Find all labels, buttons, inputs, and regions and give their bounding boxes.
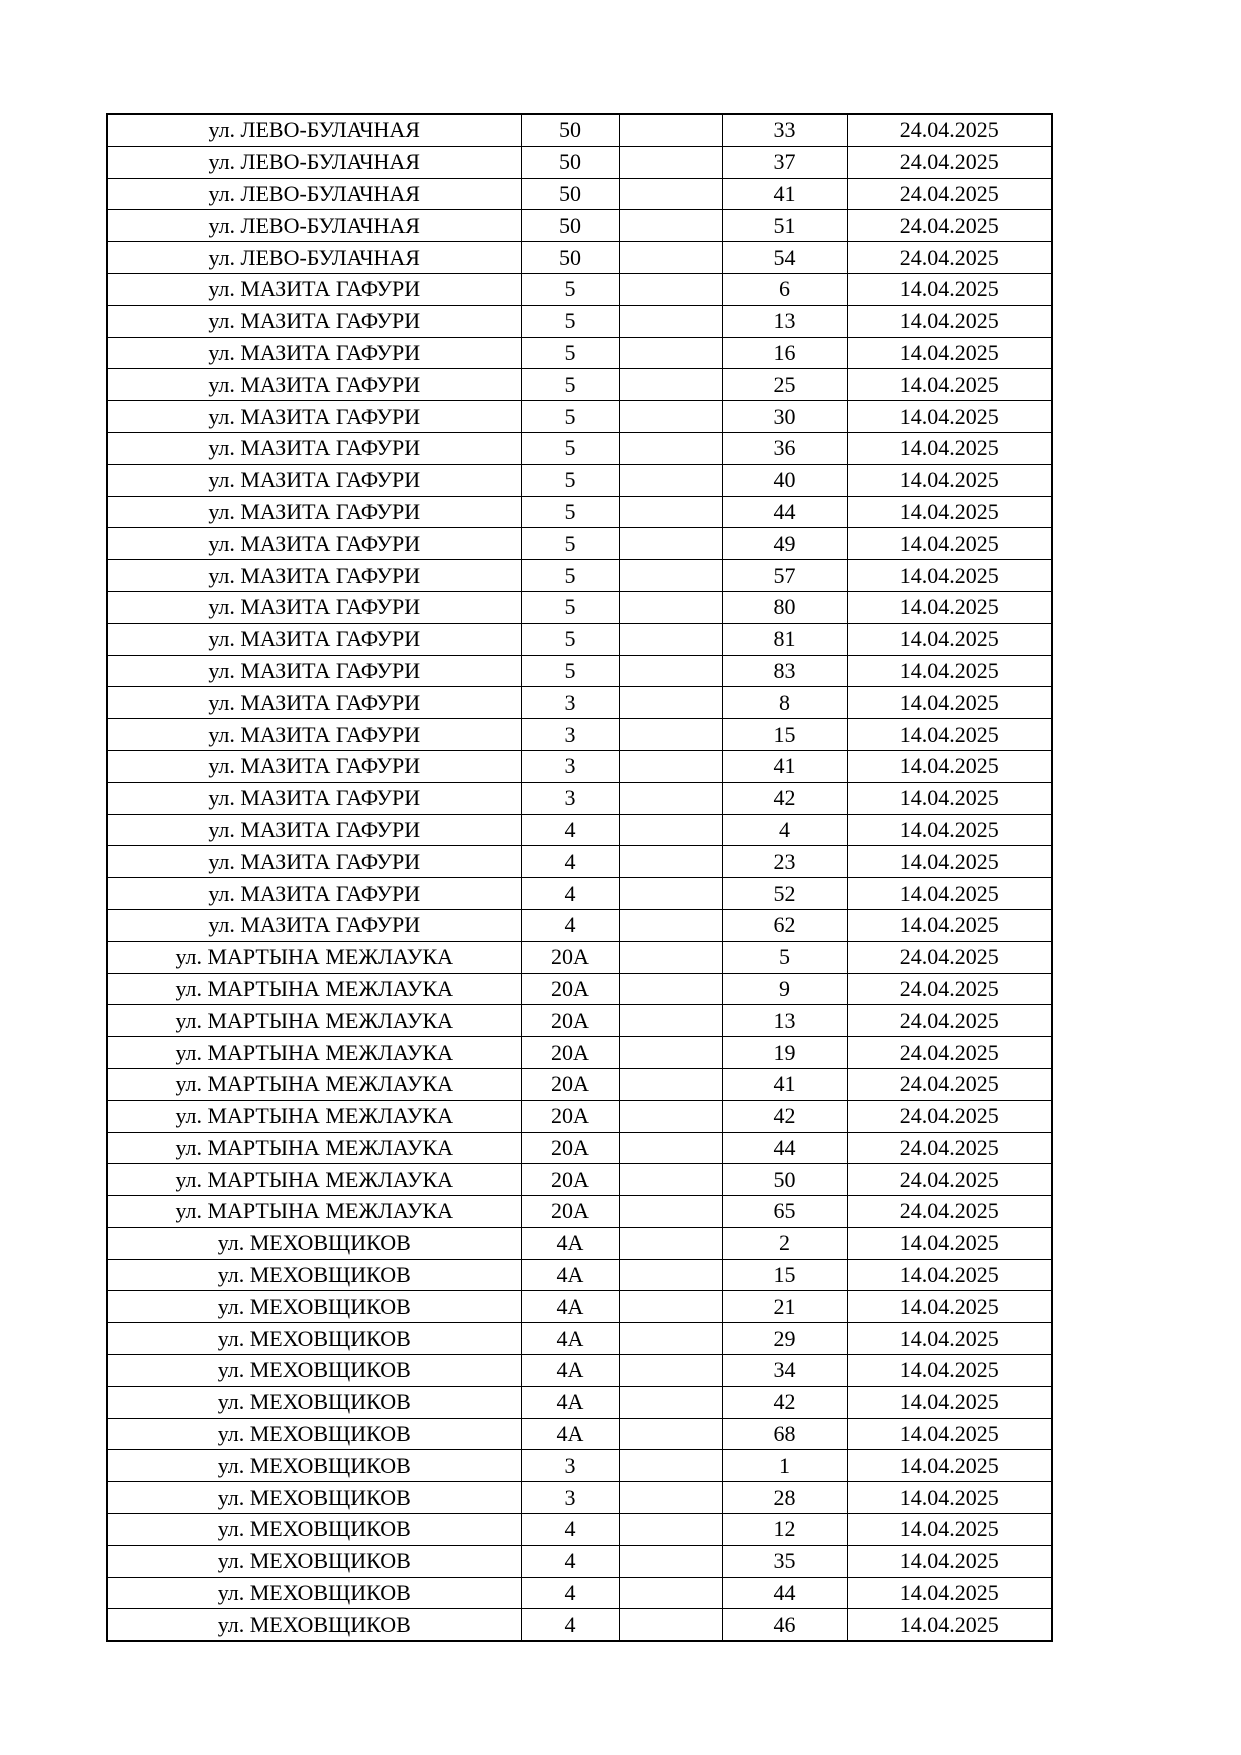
empty-cell: [619, 401, 722, 433]
apartment-number-cell: 4: [722, 814, 847, 846]
apartment-number-cell: 29: [722, 1323, 847, 1355]
house-number-cell: 20А: [521, 1196, 619, 1228]
apartment-number-cell: 41: [722, 750, 847, 782]
table-row: [107, 1514, 1052, 1546]
table-row: [107, 273, 1052, 305]
apartment-number-cell: 68: [722, 1418, 847, 1450]
empty-cell: [619, 337, 722, 369]
house-number-cell: 5: [521, 432, 619, 464]
empty-cell: [619, 496, 722, 528]
table-row: [107, 1227, 1052, 1259]
table-row: [107, 337, 1052, 369]
apartment-number-cell: 21: [722, 1291, 847, 1323]
empty-cell: [619, 1132, 722, 1164]
table-row: [107, 210, 1052, 242]
empty-cell: [619, 1482, 722, 1514]
house-number-cell: 4А: [521, 1418, 619, 1450]
table-row: [107, 146, 1052, 178]
street-cell: ул. МАЗИТА ГАФУРИ: [107, 528, 521, 560]
table-row: [107, 1450, 1052, 1482]
date-cell: 14.04.2025: [847, 305, 1052, 337]
empty-cell: [619, 178, 722, 210]
date-cell: 14.04.2025: [847, 1323, 1052, 1355]
street-cell: ул. МАРТЫНА МЕЖЛАУКА: [107, 1196, 521, 1228]
apartment-number-cell: 15: [722, 1259, 847, 1291]
empty-cell: [619, 719, 722, 751]
street-cell: ул. МАЗИТА ГАФУРИ: [107, 687, 521, 719]
table-row: [107, 719, 1052, 751]
apartment-number-cell: 52: [722, 878, 847, 910]
apartment-number-cell: 34: [722, 1355, 847, 1387]
house-number-cell: 4А: [521, 1291, 619, 1323]
date-cell: 24.04.2025: [847, 146, 1052, 178]
house-number-cell: 5: [521, 623, 619, 655]
date-cell: 14.04.2025: [847, 1482, 1052, 1514]
house-number-cell: 4: [521, 1577, 619, 1609]
street-cell: ул. МЕХОВЩИКОВ: [107, 1355, 521, 1387]
table-row: [107, 1323, 1052, 1355]
house-number-cell: 4А: [521, 1355, 619, 1387]
apartment-number-cell: 83: [722, 655, 847, 687]
empty-cell: [619, 1418, 722, 1450]
date-cell: 24.04.2025: [847, 242, 1052, 274]
empty-cell: [619, 1450, 722, 1482]
table-row: [107, 1577, 1052, 1609]
date-cell: 24.04.2025: [847, 1005, 1052, 1037]
apartment-number-cell: 41: [722, 1068, 847, 1100]
address-table-body: [107, 114, 1052, 1641]
empty-cell: [619, 1005, 722, 1037]
table-row: [107, 369, 1052, 401]
empty-cell: [619, 750, 722, 782]
street-cell: ул. МАЗИТА ГАФУРИ: [107, 432, 521, 464]
street-cell: ул. МАЗИТА ГАФУРИ: [107, 560, 521, 592]
apartment-number-cell: 40: [722, 464, 847, 496]
empty-cell: [619, 1355, 722, 1387]
apartment-number-cell: 57: [722, 560, 847, 592]
house-number-cell: 5: [521, 591, 619, 623]
table-row: [107, 401, 1052, 433]
date-cell: 14.04.2025: [847, 1355, 1052, 1387]
empty-cell: [619, 1196, 722, 1228]
street-cell: ул. МАРТЫНА МЕЖЛАУКА: [107, 1164, 521, 1196]
apartment-number-cell: 51: [722, 210, 847, 242]
date-cell: 14.04.2025: [847, 750, 1052, 782]
empty-cell: [619, 242, 722, 274]
table-row: [107, 1132, 1052, 1164]
street-cell: ул. МАЗИТА ГАФУРИ: [107, 750, 521, 782]
street-cell: ул. МАЗИТА ГАФУРИ: [107, 655, 521, 687]
street-cell: ул. МАРТЫНА МЕЖЛАУКА: [107, 1005, 521, 1037]
apartment-number-cell: 1: [722, 1450, 847, 1482]
table-row: [107, 687, 1052, 719]
street-cell: ул. МАРТЫНА МЕЖЛАУКА: [107, 973, 521, 1005]
empty-cell: [619, 1545, 722, 1577]
street-cell: ул. МЕХОВЩИКОВ: [107, 1291, 521, 1323]
street-cell: ул. МЕХОВЩИКОВ: [107, 1545, 521, 1577]
table-row: [107, 305, 1052, 337]
street-cell: ул. МАРТЫНА МЕЖЛАУКА: [107, 1037, 521, 1069]
house-number-cell: 20А: [521, 1005, 619, 1037]
table-row: [107, 1196, 1052, 1228]
apartment-number-cell: 13: [722, 305, 847, 337]
empty-cell: [619, 560, 722, 592]
date-cell: 14.04.2025: [847, 623, 1052, 655]
house-number-cell: 5: [521, 369, 619, 401]
table-row: [107, 1005, 1052, 1037]
house-number-cell: 4: [521, 846, 619, 878]
table-row: [107, 1355, 1052, 1387]
apartment-number-cell: 44: [722, 496, 847, 528]
street-cell: ул. МЕХОВЩИКОВ: [107, 1450, 521, 1482]
street-cell: ул. МЕХОВЩИКОВ: [107, 1259, 521, 1291]
house-number-cell: 20А: [521, 941, 619, 973]
house-number-cell: 4А: [521, 1259, 619, 1291]
table-row: [107, 114, 1052, 146]
apartment-number-cell: 9: [722, 973, 847, 1005]
house-number-cell: 20А: [521, 973, 619, 1005]
table-row: [107, 878, 1052, 910]
house-number-cell: 3: [521, 687, 619, 719]
table-row: [107, 464, 1052, 496]
street-cell: ул. ЛЕВО-БУЛАЧНАЯ: [107, 178, 521, 210]
street-cell: ул. МАЗИТА ГАФУРИ: [107, 401, 521, 433]
empty-cell: [619, 623, 722, 655]
house-number-cell: 4: [521, 1609, 619, 1641]
apartment-number-cell: 42: [722, 1386, 847, 1418]
date-cell: 14.04.2025: [847, 909, 1052, 941]
apartment-number-cell: 80: [722, 591, 847, 623]
street-cell: ул. МАЗИТА ГАФУРИ: [107, 846, 521, 878]
street-cell: ул. МАЗИТА ГАФУРИ: [107, 464, 521, 496]
house-number-cell: 3: [521, 750, 619, 782]
house-number-cell: 4: [521, 1545, 619, 1577]
date-cell: 14.04.2025: [847, 1450, 1052, 1482]
street-cell: ул. МАЗИТА ГАФУРИ: [107, 496, 521, 528]
house-number-cell: 5: [521, 401, 619, 433]
date-cell: 14.04.2025: [847, 401, 1052, 433]
empty-cell: [619, 210, 722, 242]
house-number-cell: 3: [521, 1482, 619, 1514]
empty-cell: [619, 909, 722, 941]
table-row: [107, 432, 1052, 464]
house-number-cell: 50: [521, 242, 619, 274]
table-row: [107, 1386, 1052, 1418]
empty-cell: [619, 1100, 722, 1132]
date-cell: 14.04.2025: [847, 464, 1052, 496]
table-row: [107, 1291, 1052, 1323]
house-number-cell: 4: [521, 878, 619, 910]
street-cell: ул. МЕХОВЩИКОВ: [107, 1482, 521, 1514]
date-cell: 14.04.2025: [847, 1609, 1052, 1641]
apartment-number-cell: 41: [722, 178, 847, 210]
house-number-cell: 50: [521, 210, 619, 242]
table-row: [107, 941, 1052, 973]
apartment-number-cell: 36: [722, 432, 847, 464]
house-number-cell: 5: [521, 337, 619, 369]
empty-cell: [619, 1291, 722, 1323]
empty-cell: [619, 1577, 722, 1609]
date-cell: 14.04.2025: [847, 814, 1052, 846]
date-cell: 24.04.2025: [847, 1164, 1052, 1196]
empty-cell: [619, 591, 722, 623]
empty-cell: [619, 432, 722, 464]
apartment-number-cell: 13: [722, 1005, 847, 1037]
street-cell: ул. МАЗИТА ГАФУРИ: [107, 878, 521, 910]
house-number-cell: 3: [521, 782, 619, 814]
empty-cell: [619, 782, 722, 814]
date-cell: 14.04.2025: [847, 687, 1052, 719]
apartment-number-cell: 62: [722, 909, 847, 941]
street-cell: ул. МАЗИТА ГАФУРИ: [107, 814, 521, 846]
date-cell: 24.04.2025: [847, 941, 1052, 973]
table-row: [107, 750, 1052, 782]
street-cell: ул. МЕХОВЩИКОВ: [107, 1323, 521, 1355]
street-cell: ул. МАРТЫНА МЕЖЛАУКА: [107, 1132, 521, 1164]
street-cell: ул. МАЗИТА ГАФУРИ: [107, 623, 521, 655]
empty-cell: [619, 528, 722, 560]
table-row: [107, 528, 1052, 560]
date-cell: 14.04.2025: [847, 782, 1052, 814]
table-row: [107, 1482, 1052, 1514]
apartment-number-cell: 16: [722, 337, 847, 369]
table-row: [107, 1100, 1052, 1132]
street-cell: ул. МАРТЫНА МЕЖЛАУКА: [107, 941, 521, 973]
date-cell: 14.04.2025: [847, 273, 1052, 305]
table-row: [107, 623, 1052, 655]
apartment-number-cell: 49: [722, 528, 847, 560]
date-cell: 24.04.2025: [847, 114, 1052, 146]
street-cell: ул. МЕХОВЩИКОВ: [107, 1577, 521, 1609]
apartment-number-cell: 65: [722, 1196, 847, 1228]
house-number-cell: 4А: [521, 1323, 619, 1355]
house-number-cell: 3: [521, 719, 619, 751]
street-cell: ул. ЛЕВО-БУЛАЧНАЯ: [107, 242, 521, 274]
apartment-number-cell: 44: [722, 1577, 847, 1609]
date-cell: 24.04.2025: [847, 1037, 1052, 1069]
date-cell: 24.04.2025: [847, 1132, 1052, 1164]
empty-cell: [619, 1259, 722, 1291]
house-number-cell: 5: [521, 273, 619, 305]
apartment-number-cell: 50: [722, 1164, 847, 1196]
apartment-number-cell: 8: [722, 687, 847, 719]
table-row: [107, 782, 1052, 814]
table-row: [107, 560, 1052, 592]
street-cell: ул. МАЗИТА ГАФУРИ: [107, 305, 521, 337]
street-cell: ул. МАРТЫНА МЕЖЛАУКА: [107, 1068, 521, 1100]
house-number-cell: 4: [521, 1514, 619, 1546]
date-cell: 14.04.2025: [847, 337, 1052, 369]
empty-cell: [619, 369, 722, 401]
house-number-cell: 20А: [521, 1132, 619, 1164]
house-number-cell: 5: [521, 655, 619, 687]
street-cell: ул. МАЗИТА ГАФУРИ: [107, 719, 521, 751]
table-row: [107, 814, 1052, 846]
date-cell: 14.04.2025: [847, 528, 1052, 560]
empty-cell: [619, 846, 722, 878]
date-cell: 14.04.2025: [847, 1386, 1052, 1418]
house-number-cell: 50: [521, 146, 619, 178]
apartment-number-cell: 54: [722, 242, 847, 274]
empty-cell: [619, 305, 722, 337]
street-cell: ул. МАЗИТА ГАФУРИ: [107, 369, 521, 401]
table-row: [107, 909, 1052, 941]
date-cell: 24.04.2025: [847, 1100, 1052, 1132]
apartment-number-cell: 42: [722, 1100, 847, 1132]
apartment-number-cell: 6: [722, 273, 847, 305]
apartment-number-cell: 33: [722, 114, 847, 146]
table-row: [107, 846, 1052, 878]
date-cell: 24.04.2025: [847, 178, 1052, 210]
empty-cell: [619, 1037, 722, 1069]
table-row: [107, 496, 1052, 528]
street-cell: ул. ЛЕВО-БУЛАЧНАЯ: [107, 114, 521, 146]
address-table: [106, 113, 1053, 1642]
date-cell: 14.04.2025: [847, 1545, 1052, 1577]
house-number-cell: 5: [521, 496, 619, 528]
house-number-cell: 5: [521, 528, 619, 560]
table-row: [107, 1545, 1052, 1577]
apartment-number-cell: 5: [722, 941, 847, 973]
date-cell: 14.04.2025: [847, 1259, 1052, 1291]
house-number-cell: 4: [521, 909, 619, 941]
street-cell: ул. МАЗИТА ГАФУРИ: [107, 782, 521, 814]
apartment-number-cell: 30: [722, 401, 847, 433]
house-number-cell: 5: [521, 560, 619, 592]
house-number-cell: 20А: [521, 1068, 619, 1100]
empty-cell: [619, 687, 722, 719]
house-number-cell: 4А: [521, 1386, 619, 1418]
street-cell: ул. МАЗИТА ГАФУРИ: [107, 909, 521, 941]
date-cell: 14.04.2025: [847, 369, 1052, 401]
house-number-cell: 50: [521, 178, 619, 210]
empty-cell: [619, 941, 722, 973]
date-cell: 14.04.2025: [847, 496, 1052, 528]
street-cell: ул. МАРТЫНА МЕЖЛАУКА: [107, 1100, 521, 1132]
date-cell: 14.04.2025: [847, 560, 1052, 592]
table-row: [107, 1609, 1052, 1641]
date-cell: 14.04.2025: [847, 1418, 1052, 1450]
table-row: [107, 1164, 1052, 1196]
empty-cell: [619, 273, 722, 305]
date-cell: 14.04.2025: [847, 1577, 1052, 1609]
table-row: [107, 655, 1052, 687]
apartment-number-cell: 81: [722, 623, 847, 655]
table-row: [107, 242, 1052, 274]
date-cell: 14.04.2025: [847, 1227, 1052, 1259]
street-cell: ул. МЕХОВЩИКОВ: [107, 1386, 521, 1418]
date-cell: 24.04.2025: [847, 1068, 1052, 1100]
table-row: [107, 1068, 1052, 1100]
date-cell: 14.04.2025: [847, 846, 1052, 878]
empty-cell: [619, 146, 722, 178]
empty-cell: [619, 464, 722, 496]
apartment-number-cell: 46: [722, 1609, 847, 1641]
house-number-cell: 5: [521, 305, 619, 337]
street-cell: ул. МЕХОВЩИКОВ: [107, 1514, 521, 1546]
table-row: [107, 178, 1052, 210]
house-number-cell: 50: [521, 114, 619, 146]
empty-cell: [619, 114, 722, 146]
house-number-cell: 5: [521, 464, 619, 496]
street-cell: ул. МАЗИТА ГАФУРИ: [107, 591, 521, 623]
street-cell: ул. МАЗИТА ГАФУРИ: [107, 273, 521, 305]
apartment-number-cell: 23: [722, 846, 847, 878]
date-cell: 14.04.2025: [847, 655, 1052, 687]
house-number-cell: 4: [521, 814, 619, 846]
date-cell: 14.04.2025: [847, 878, 1052, 910]
date-cell: 14.04.2025: [847, 591, 1052, 623]
apartment-number-cell: 28: [722, 1482, 847, 1514]
table-row: [107, 1418, 1052, 1450]
empty-cell: [619, 973, 722, 1005]
table-row: [107, 591, 1052, 623]
house-number-cell: 3: [521, 1450, 619, 1482]
empty-cell: [619, 1068, 722, 1100]
table-row: [107, 1259, 1052, 1291]
date-cell: 24.04.2025: [847, 1196, 1052, 1228]
apartment-number-cell: 15: [722, 719, 847, 751]
house-number-cell: 20А: [521, 1164, 619, 1196]
date-cell: 24.04.2025: [847, 973, 1052, 1005]
house-number-cell: 4А: [521, 1227, 619, 1259]
table-row: [107, 973, 1052, 1005]
street-cell: ул. ЛЕВО-БУЛАЧНАЯ: [107, 146, 521, 178]
empty-cell: [619, 1386, 722, 1418]
empty-cell: [619, 814, 722, 846]
empty-cell: [619, 1323, 722, 1355]
house-number-cell: 20А: [521, 1100, 619, 1132]
date-cell: 14.04.2025: [847, 432, 1052, 464]
street-cell: ул. МЕХОВЩИКОВ: [107, 1227, 521, 1259]
empty-cell: [619, 1609, 722, 1641]
apartment-number-cell: 37: [722, 146, 847, 178]
house-number-cell: 20А: [521, 1037, 619, 1069]
empty-cell: [619, 1514, 722, 1546]
street-cell: ул. МАЗИТА ГАФУРИ: [107, 337, 521, 369]
street-cell: ул. МЕХОВЩИКОВ: [107, 1418, 521, 1450]
date-cell: 14.04.2025: [847, 1291, 1052, 1323]
empty-cell: [619, 878, 722, 910]
date-cell: 14.04.2025: [847, 1514, 1052, 1546]
document-table-container: [106, 113, 1053, 1642]
apartment-number-cell: 42: [722, 782, 847, 814]
street-cell: ул. МЕХОВЩИКОВ: [107, 1609, 521, 1641]
apartment-number-cell: 12: [722, 1514, 847, 1546]
apartment-number-cell: 44: [722, 1132, 847, 1164]
apartment-number-cell: 19: [722, 1037, 847, 1069]
date-cell: 14.04.2025: [847, 719, 1052, 751]
apartment-number-cell: 2: [722, 1227, 847, 1259]
table-row: [107, 1037, 1052, 1069]
apartment-number-cell: 35: [722, 1545, 847, 1577]
empty-cell: [619, 1164, 722, 1196]
apartment-number-cell: 25: [722, 369, 847, 401]
date-cell: 24.04.2025: [847, 210, 1052, 242]
empty-cell: [619, 655, 722, 687]
empty-cell: [619, 1227, 722, 1259]
street-cell: ул. ЛЕВО-БУЛАЧНАЯ: [107, 210, 521, 242]
